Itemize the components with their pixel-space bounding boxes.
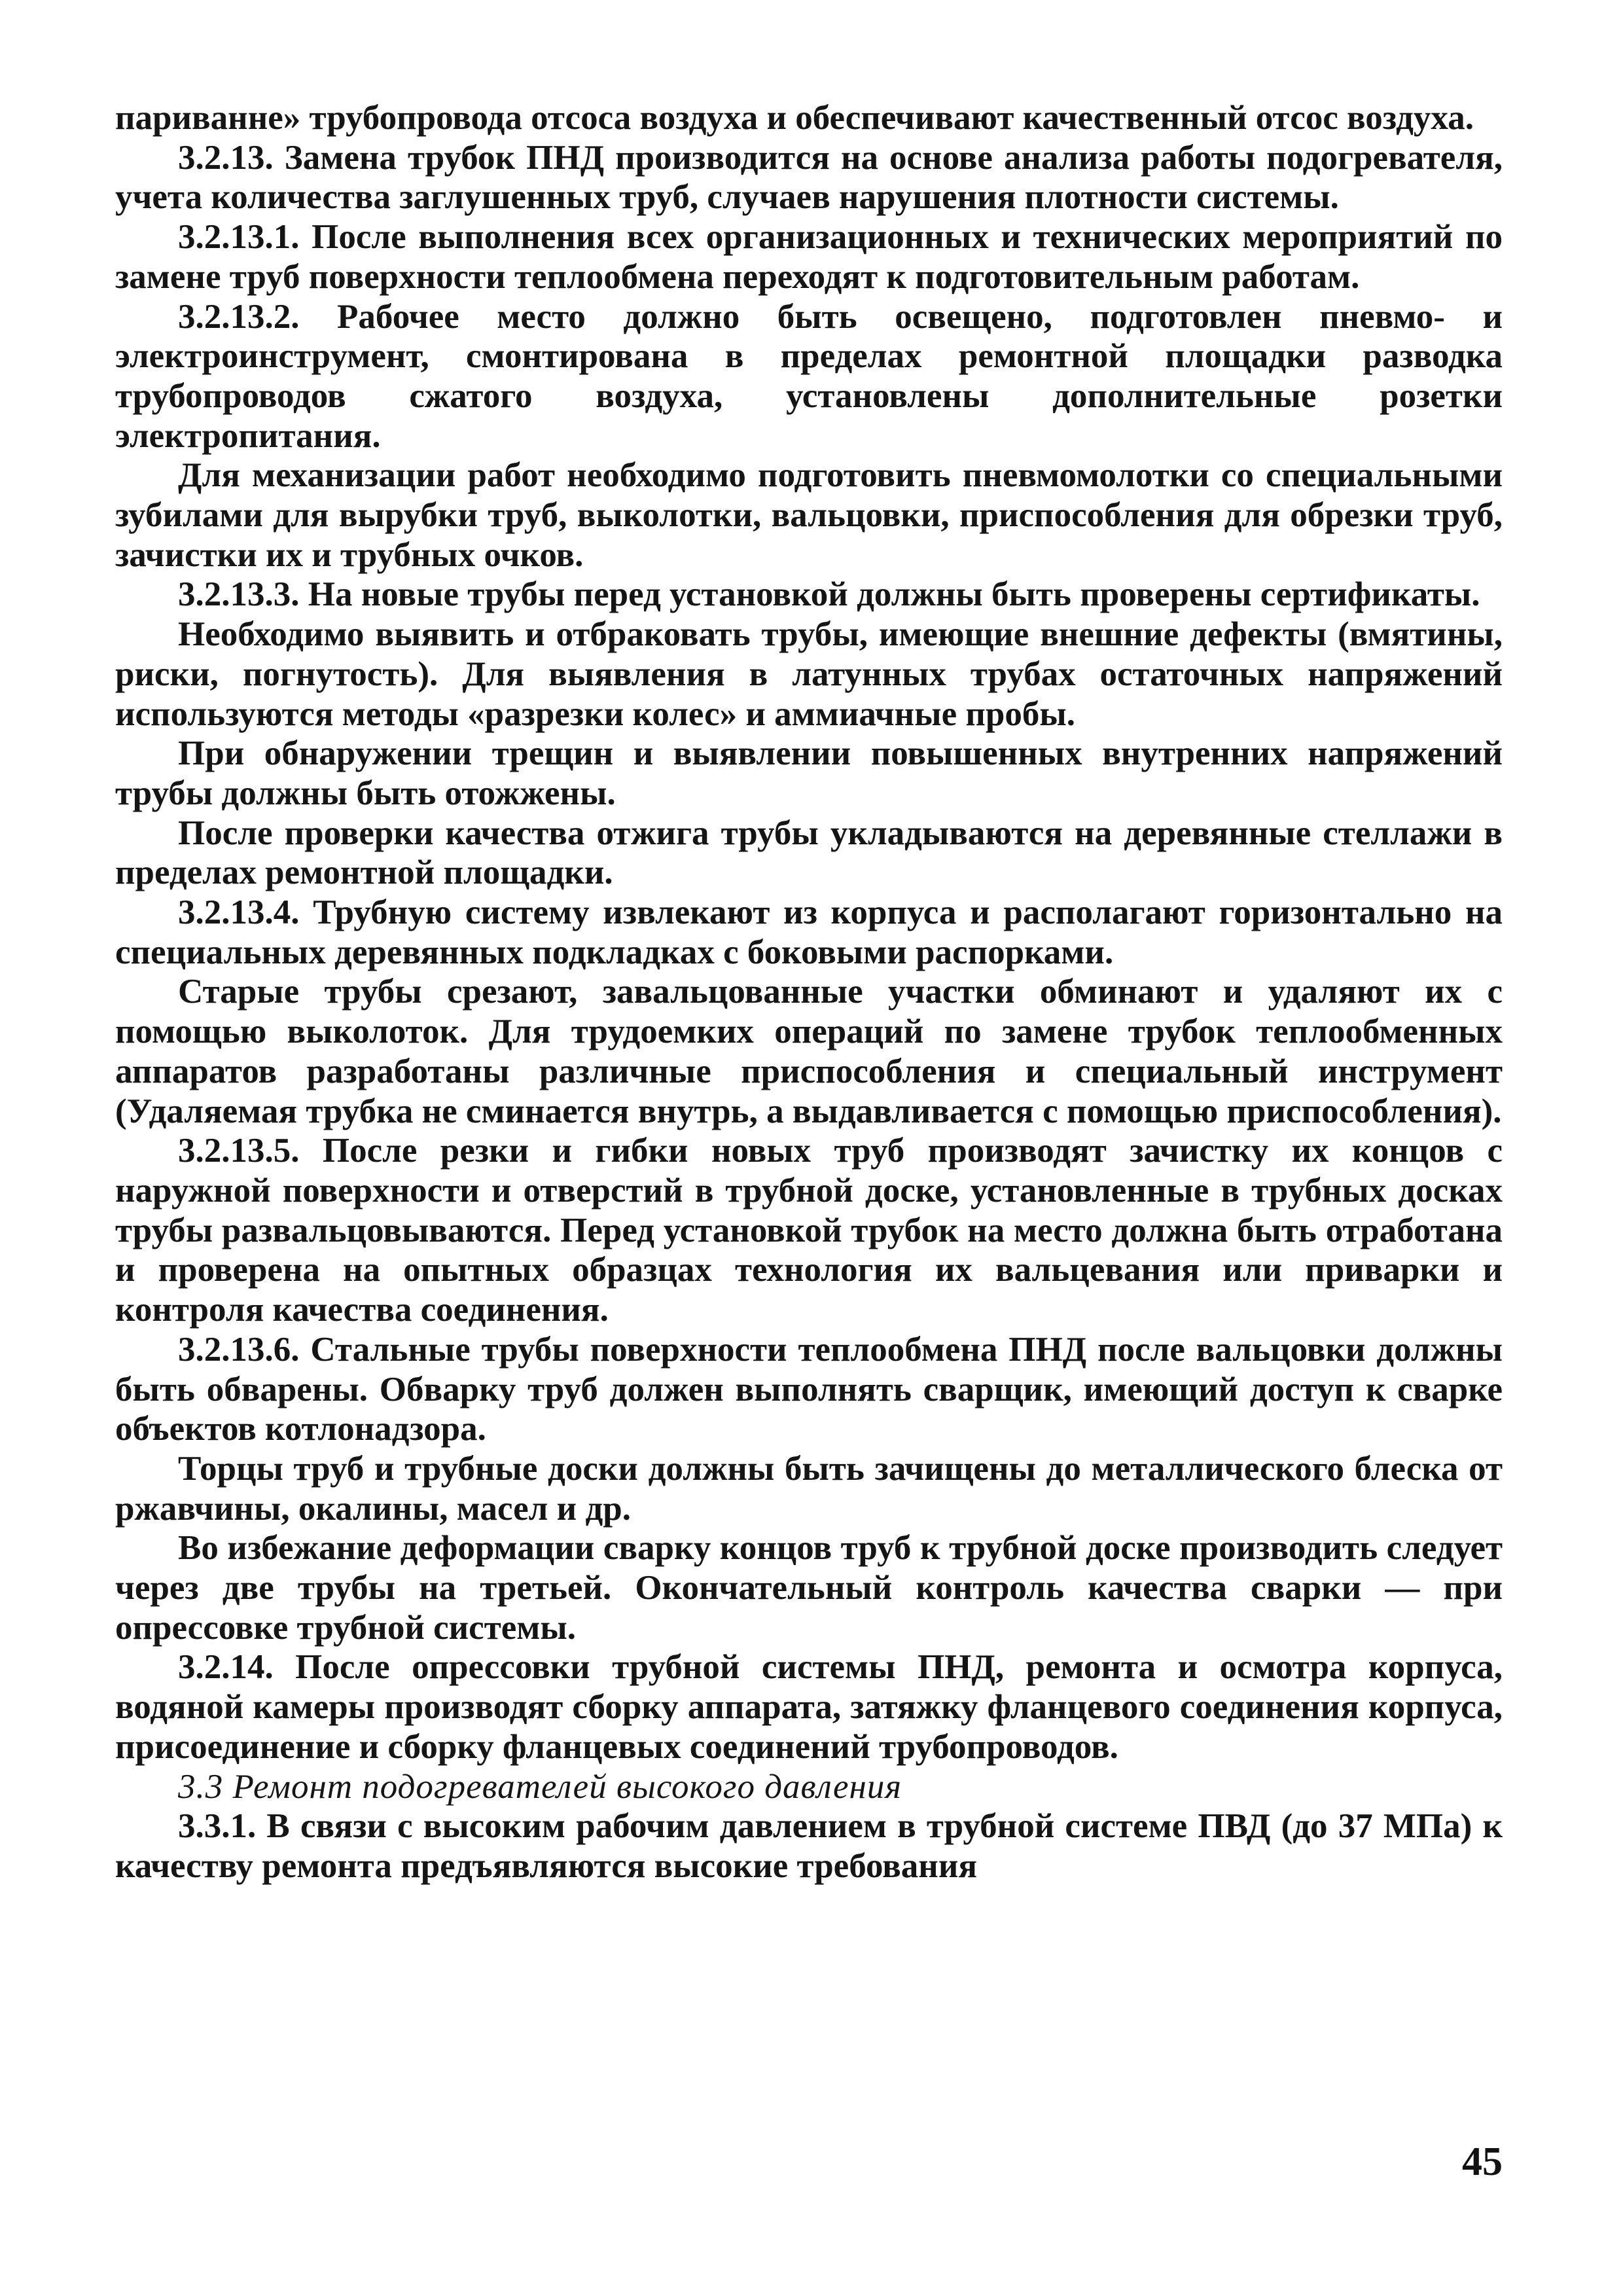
page-number: 45 [1462,2140,1503,2184]
paragraph-tube-ends: Торцы труб и трубные доски должны быть зачищены до металлического блеска от ржавчины, окалины, масел и др. [115,1449,1503,1528]
paragraph-3-3-1: 3.3.1. В связи с высоким рабочим давлением в трубной системе ПВД (до 37 МПа) к качеству ремонта предъявляются высокие требования [115,1807,1503,1885]
paragraph-old-tubes: Старые трубы срезают, завальцованные участки обминают и удаляют их с помощью выколоток. Для трудоемких операций по замене трубок теплообменных аппаратов разработаны различные приспособления и специальный инструмент (Удаляемая трубка не сминается внутрь, а выдавливается с помощью приспособления). [115,973,1503,1130]
paragraph-3-2-13-4: 3.2.13.4. Трубную систему извлекают из корпуса и располагают горизонтально на специальных деревянных подкладках с боковыми распорками. [115,893,1503,971]
paragraph-3-2-13-5: 3.2.13.5. После резки и гибки новых труб производят зачистку их концов с наружной поверхности и отверстий в трубной доске, установленные в трубных досках трубы развальцовываются. Перед установкой трубок на место должна быть отработана и проверена на опытных образцах технология их вальцевания или приварки и контроля качества соединения. [115,1132,1503,1329]
paragraph-cracks: При обнаружении трещин и выявлении повышенных внутренних напряжений трубы должны быть отожжены. [115,734,1503,812]
paragraph-3-2-13-6: 3.2.13.6. Стальные трубы поверхности теплообмена ПНД после вальцовки должны быть обварены. Обварку труб должен выполнять сварщик, имеющий доступ к сварке объектов котлонадзора. [115,1330,1503,1448]
paragraph-3-2-13-3: 3.2.13.3. На новые трубы перед установкой должны быть проверены сертификаты. [178,575,1480,614]
paragraph-defects: Необходимо выявить и отбраковать трубы, имеющие внешние дефекты (вмятины, риски, погнутость). Для выявления в латунных трубах остаточных напряжений используются методы «разрезки колес» и аммиачные пробы. [115,615,1503,733]
paragraph-3-2-13-2: 3.2.13.2. Рабочее место должно быть освещено, подготовлен пневмо- и электроинструмент, смонтирована в пределах ремонтной площадки разводка трубопроводов сжатого воздуха, установлены дополнительные розетки электропитания. [115,297,1503,455]
paragraph-3-2-14: 3.2.14. После опрессовки трубной системы ПНД, ремонта и осмотра корпуса, водяной камеры производят сборку аппарата, затяжку фланцевого соединения корпуса, присоединение и сборку фланцевых соединений трубопроводов. [115,1648,1503,1766]
paragraph-3-2-13-1: 3.2.13.1. После выполнения всех организационных и технических мероприятий по замене труб поверхности теплообмена переходят к подготовительным работам. [115,218,1503,296]
paragraph-welding: Во избежание деформации сварку концов труб к трубной доске производить следует через две трубы на третьей. Окончательный контроль качества сварки — при опрессовке трубной системы. [115,1529,1503,1647]
section-heading-3-3: 3.3 Ремонт подогревателей высокого давления [178,1767,902,1806]
document-body [115,98,1503,1886]
paragraph-racks: После проверки качества отжига трубы укладываются на деревянные стеллажи в пределах ремонтной площадки. [115,814,1503,892]
paragraph-3-2-13: 3.2.13. Замена трубок ПНД производится на основе анализа работы подогревателя, учета количества заглушенных труб, случаев нарушения плотности системы. [115,138,1503,217]
paragraph-mechanization: Для механизации работ необходимо подготовить пневмомолотки со специальными зубилами для вырубки труб, выколотки, вальцовки, приспособления для обрезки труб, зачистки их и трубных очков. [115,456,1503,574]
paragraph-continuation: париванне» трубопровода отсоса воздуха и обеспечивают качественный отсос воздуха. [115,99,1474,137]
